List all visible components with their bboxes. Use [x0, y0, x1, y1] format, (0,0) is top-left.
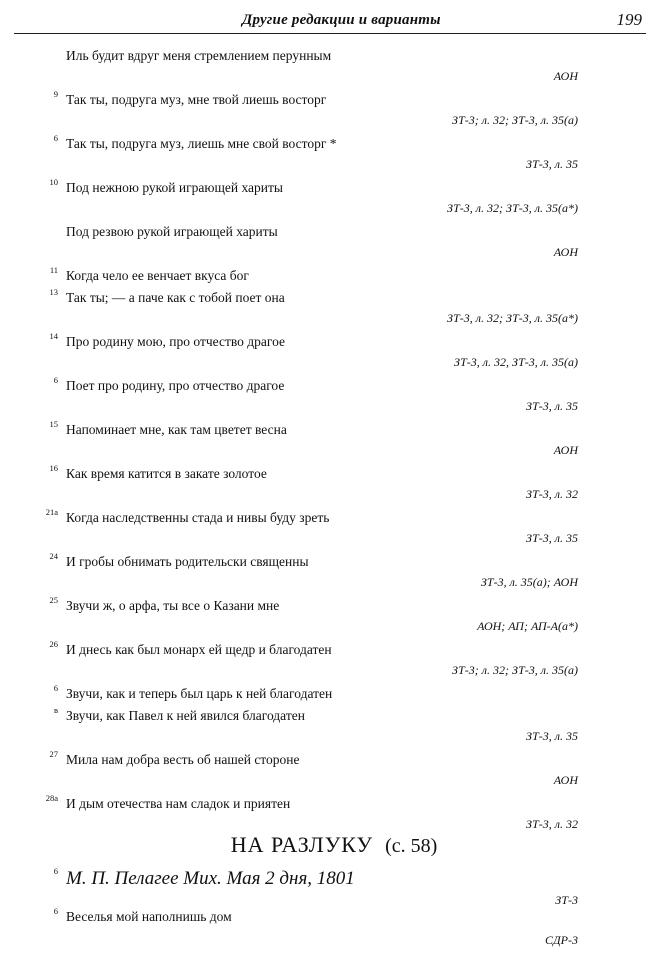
- source-line: [0, 242, 668, 264]
- verse-line: [0, 704, 668, 726]
- running-title: Другие редакции и варианты: [242, 12, 441, 28]
- line-number: 21а: [45, 507, 58, 517]
- verse-text: Под нежною рукой играющей хариты: [66, 180, 283, 195]
- verse-text: Под резвою рукой играющей хариты: [66, 224, 278, 239]
- variants-list: [0, 44, 668, 836]
- section-heading: [0, 832, 668, 858]
- line-number: 13: [49, 287, 58, 297]
- verse-text: Поет про родину, про отчество драгое: [66, 378, 285, 393]
- source-reference: ЗТ-3, л. 35: [526, 399, 578, 413]
- verse-line: [0, 286, 668, 308]
- verse-line: [0, 638, 668, 660]
- section-title: НА РАЗЛУКУ: [230, 832, 374, 857]
- verse-text: Иль будит вдруг меня стремлением перунным: [66, 48, 332, 63]
- source-reference: ЗТ-3, л. 32, ЗТ-3, л. 35(а): [454, 355, 578, 369]
- line-number: 6: [53, 375, 58, 385]
- line-number: 25: [49, 595, 58, 605]
- source-line: [0, 484, 668, 506]
- line-number: 11: [49, 265, 58, 275]
- source-reference: АОН: [553, 773, 578, 787]
- verse-text: Звучи, как и теперь был царь к ней благодатен: [66, 686, 333, 701]
- verse-line: [0, 264, 668, 286]
- verse-text: Мила нам добра весть об нашей стороне: [66, 752, 300, 767]
- line-number: 9: [53, 89, 58, 99]
- verse-line: [0, 220, 668, 242]
- source-line: [0, 396, 668, 418]
- section-verse-number: 6: [53, 906, 58, 916]
- verse-line: [0, 792, 668, 814]
- source-reference: ЗТ-3, л. 35(а); АОН: [480, 575, 578, 589]
- source-reference: ЗТ-3, л. 35: [526, 531, 578, 545]
- verse-text: Так ты, подруга муз, мне твой лиешь восторг: [66, 92, 327, 107]
- verse-line: [0, 462, 668, 484]
- source-line: [0, 308, 668, 330]
- verse-line: [0, 44, 668, 66]
- verse-line: [0, 682, 668, 704]
- source-line: [0, 572, 668, 594]
- line-number: 28а: [45, 793, 58, 803]
- verse-text: Так ты, подруга муз, лиешь мне свой восторг *: [66, 136, 337, 151]
- verse-line: [0, 418, 668, 440]
- source-line: [0, 154, 668, 176]
- verse-text: И гробы обнимать родительски священны: [66, 554, 309, 569]
- verse-text: Так ты; — а паче как с тобой поет она: [66, 290, 285, 305]
- source-reference: ЗТ-3; л. 32; ЗТ-3, л. 35(а): [452, 113, 578, 127]
- line-number: 6: [53, 133, 58, 143]
- source-line: [0, 770, 668, 792]
- dedication-source: ЗТ-3: [555, 893, 578, 907]
- verse-text: И днесь как был монарх ей щедр и благодатен: [66, 642, 332, 657]
- source-line: [0, 440, 668, 462]
- header-divider: [14, 33, 646, 34]
- source-line: [0, 726, 668, 748]
- verse-line: [0, 594, 668, 616]
- source-reference: АОН: [553, 245, 578, 259]
- source-reference: ЗТ-3, л. 35: [526, 729, 578, 743]
- section-page-ref: (с. 58): [385, 835, 438, 857]
- source-reference: ЗТ-3, л. 32; ЗТ-3, л. 35(а*): [447, 311, 578, 325]
- source-line: [0, 660, 668, 682]
- line-number: 24: [49, 551, 58, 561]
- verse-line: [0, 88, 668, 110]
- section-verse-source: СДР-3: [545, 933, 578, 947]
- line-number: 16: [49, 463, 58, 473]
- verse-text: Звучи, как Павел к ней явился благодатен: [66, 708, 305, 723]
- page-header: [14, 0, 654, 40]
- section-verse: Веселья мой наполнишь дом: [66, 909, 232, 924]
- page-number: 199: [616, 10, 642, 29]
- line-number: 14: [49, 331, 58, 341]
- verse-text: Звучи ж, о арфа, ты все о Казани мне: [66, 598, 280, 613]
- verse-text: Как время катится в закате золотое: [66, 466, 267, 481]
- line-number: 6: [53, 683, 58, 693]
- verse-text: Про родину мою, про отчество драгое: [66, 334, 286, 349]
- source-reference: ЗТ-3; л. 32; ЗТ-3, л. 35(а): [452, 663, 578, 677]
- source-reference: ЗТ-3, л. 35: [526, 157, 578, 171]
- source-reference: ЗТ-3, л. 32: [526, 487, 578, 501]
- line-number: 10: [49, 177, 58, 187]
- source-reference: ЗТ-3, л. 32: [526, 817, 578, 831]
- dedication-line-number: 6: [53, 866, 58, 876]
- verse-line: [0, 374, 668, 396]
- source-reference: ЗТ-3, л. 32; ЗТ-3, л. 35(а*): [447, 201, 578, 215]
- dedication-text: М. П. Пелагее Мих. Мая 2 дня, 1801: [66, 868, 355, 889]
- source-line: [0, 352, 668, 374]
- source-line: [0, 198, 668, 220]
- source-line: [0, 110, 668, 132]
- source-reference: АОН; АП; АП-А(а*): [477, 619, 578, 633]
- line-number: в: [53, 705, 58, 715]
- verse-line: [0, 550, 668, 572]
- line-number: 15: [49, 419, 58, 429]
- source-reference: АОН: [553, 69, 578, 83]
- source-line: [0, 616, 668, 638]
- verse-text: Напоминает мне, как там цветет весна: [66, 422, 287, 437]
- verse-line: [0, 132, 668, 154]
- verse-line: [0, 506, 668, 528]
- line-number: 26: [49, 639, 58, 649]
- source-reference: АОН: [553, 443, 578, 457]
- source-line: [0, 66, 668, 88]
- verse-text: И дым отечества нам сладок и приятен: [66, 796, 291, 811]
- verse-text: Когда чело ее венчает вкуса бог: [66, 268, 249, 283]
- line-number: 27: [49, 749, 58, 759]
- verse-line: [0, 748, 668, 770]
- source-line: [0, 528, 668, 550]
- verse-line: [0, 330, 668, 352]
- verse-text: Когда наследственны стада и нивы буду зреть: [66, 510, 330, 525]
- verse-line: [0, 176, 668, 198]
